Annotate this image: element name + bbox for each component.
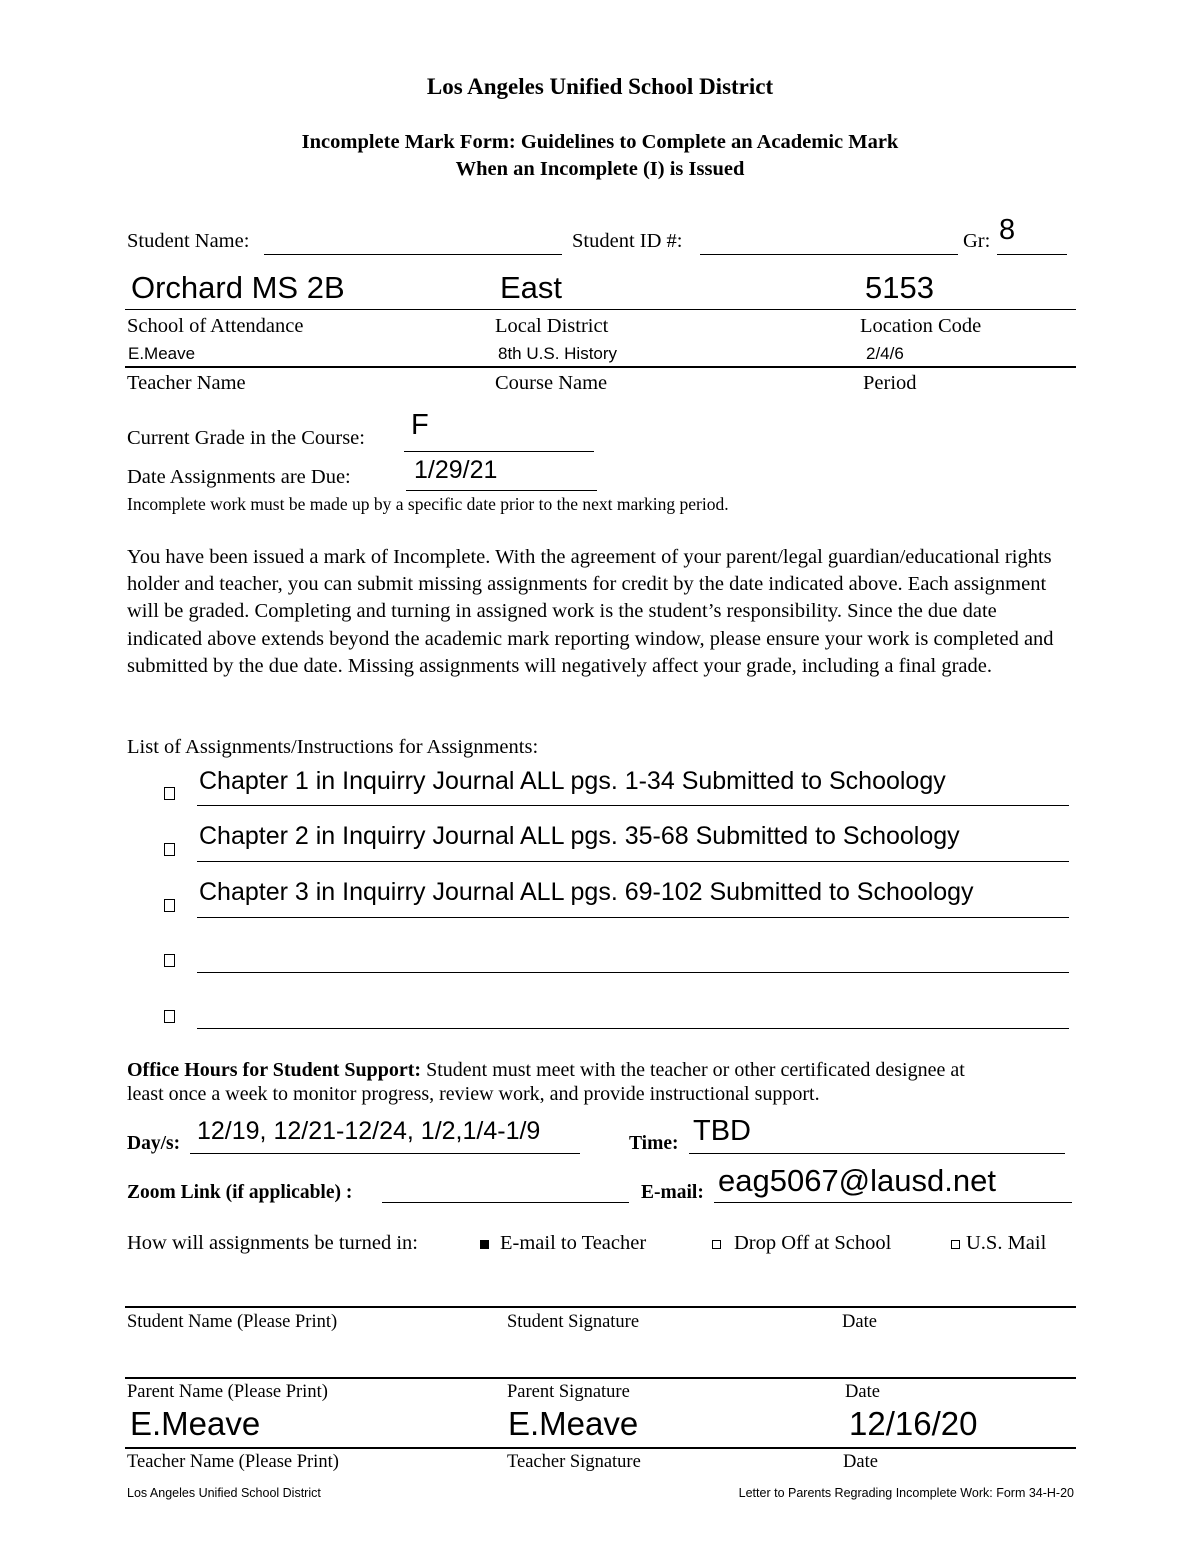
email-label: E-mail: [641,1182,704,1203]
due-date-label: Date Assignments are Due: [127,466,351,488]
location-code-value: 5153 [865,270,934,305]
school-row-line [125,309,1076,310]
assignment-item: Chapter 1 in Inquirry Journal ALL pgs. 1-34 Submitted to Schoology [199,767,946,795]
due-date-field[interactable] [406,490,597,491]
school-label: School of Attendance [127,315,304,337]
checkbox-icon[interactable] [164,954,175,967]
email-teacher-option: E-mail to Teacher [500,1232,647,1254]
assignment-line[interactable] [197,1028,1069,1029]
time-field[interactable] [689,1153,1065,1154]
turn-in-label: How will assignments be turned in: [127,1232,418,1254]
incomplete-notice-paragraph: You have been issued a mark of Incomplete. With the agreement of your parent/legal guardian/educational rights holder and teacher, you can submit missing assignments for credit by the date indicated above. Each assignment will be graded. Completing and turning in assigned work is the student’s responsibility. Since the due date indicated above extends beyond the academic mark reporting window, please ensure your work is completed and submitted by the due date. Missing assignments will negatively affect your grade, including a final grade. [127,546,1054,677]
district-value: East [500,270,563,305]
email-teacher-checkbox[interactable] [480,1240,489,1249]
footer-right: Letter to Parents Regrading Incomplete Work: Form 34-H-20 [738,1486,1074,1500]
period-label: Period [863,372,917,394]
student-signature-line[interactable] [125,1306,1076,1308]
parent-date-label: Date [845,1382,880,1402]
teacher-name-value: E.Meave [128,344,196,363]
location-code-label: Location Code [860,315,982,337]
student-id-label: Student ID #: [572,230,683,252]
office-hours-text-1: Student must meet with the teacher or other certificated designee at [421,1059,965,1081]
makeup-note: Incomplete work must be made up by a specific date prior to the next marking period. [127,494,729,514]
assignment-line[interactable] [197,972,1069,973]
teacher-signature-label: Teacher Signature [507,1452,641,1472]
checkbox-icon[interactable] [164,843,175,856]
student-id-field[interactable] [700,254,958,255]
form-title-line2: When an Incomplete (I) is Issued [455,158,745,180]
office-hours-line1 [127,1059,965,1082]
assignment-item: Chapter 3 in Inquirry Journal ALL pgs. 69-102 Submitted to Schoology [199,878,974,906]
email-field[interactable] [714,1202,1072,1203]
time-value: TBD [693,1115,751,1147]
checkbox-icon[interactable] [164,899,175,912]
due-date-value: 1/29/21 [414,456,498,484]
checkbox-icon[interactable] [164,787,175,800]
days-label: Day/s: [127,1133,181,1154]
local-district-label: Local District [495,315,609,337]
assignments-label: List of Assignments/Instructions for Assignments: [127,736,539,758]
school-value: Orchard MS 2B [131,270,345,305]
period-value: 2/4/6 [866,344,904,363]
assignment-item: Chapter 2 in Inquirry Journal ALL pgs. 35-68 Submitted to Schoology [199,822,960,850]
teacher-row-line [125,366,1076,368]
course-name-value: 8th U.S. History [498,344,618,363]
us-mail-checkbox[interactable] [951,1240,960,1249]
drop-off-checkbox[interactable] [712,1240,721,1249]
days-field[interactable] [190,1153,580,1154]
office-hours-text-2: least once a week to monitor progress, review work, and provide instructional support. [127,1083,820,1105]
student-signature-label: Student Signature [507,1312,640,1332]
student-name-print-label: Student Name (Please Print) [127,1312,338,1332]
student-date-label: Date [842,1312,877,1332]
parent-name-print-label: Parent Name (Please Print) [127,1382,328,1402]
grade-field-line[interactable] [997,254,1067,255]
teacher-signature-line[interactable] [125,1447,1076,1449]
assignment-line[interactable] [197,805,1069,806]
days-value: 12/19, 12/21-12/24, 1/2,1/4-1/9 [197,1117,541,1145]
teacher-name-label: Teacher Name [127,372,246,394]
time-label: Time: [629,1133,679,1154]
checkbox-icon[interactable] [164,1010,175,1023]
current-grade-field[interactable] [404,451,594,452]
office-hours-heading: Office Hours for Student Support: [127,1059,422,1081]
current-grade-value: F [411,409,429,441]
assignment-line[interactable] [197,917,1069,918]
student-name-label: Student Name: [127,230,250,252]
course-name-label: Course Name [495,372,608,394]
footer-left: Los Angeles Unified School District [127,1486,321,1500]
teacher-date-value: 12/16/20 [849,1405,978,1442]
drop-off-option: Drop Off at School [734,1232,892,1254]
grade-value: 8 [999,214,1016,246]
teacher-name-print-value: E.Meave [130,1405,261,1442]
parent-signature-line[interactable] [125,1377,1076,1379]
current-grade-label: Current Grade in the Course: [127,427,365,449]
teacher-name-print-label: Teacher Name (Please Print) [127,1452,339,1472]
grade-label: Gr: [963,230,991,252]
parent-signature-label: Parent Signature [507,1382,630,1402]
form-title-line1: Incomplete Mark Form: Guidelines to Complete an Academic Mark [301,131,899,153]
zoom-link-label: Zoom Link (if applicable) : [127,1182,353,1203]
teacher-date-label: Date [843,1452,878,1472]
student-name-field[interactable] [264,254,562,255]
teacher-signature-value: E.Meave [508,1405,639,1442]
district-title: Los Angeles Unified School District [426,74,774,99]
zoom-link-field[interactable] [382,1202,629,1203]
us-mail-option: U.S. Mail [966,1232,1047,1254]
assignment-line[interactable] [197,861,1069,862]
email-value: eag5067@lausd.net [718,1163,996,1198]
